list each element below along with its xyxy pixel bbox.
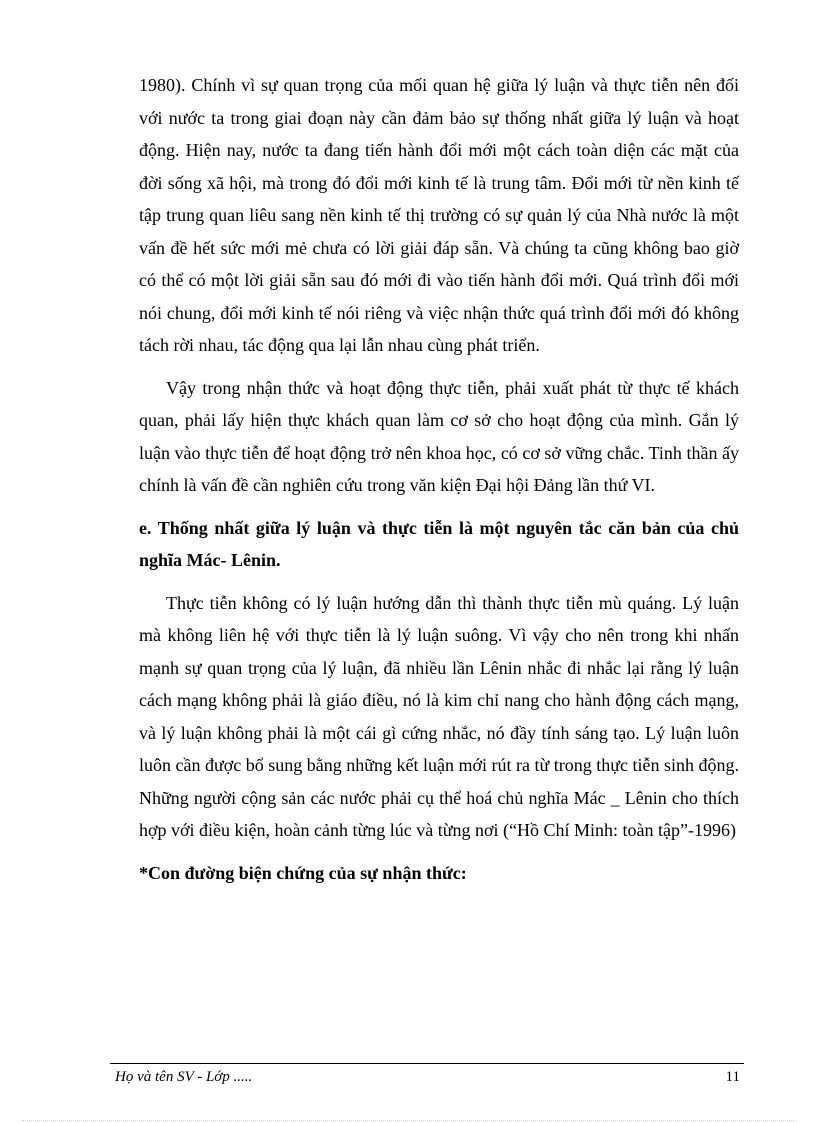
footer-student-info: Họ và tên SV - Lớp ..... [115,1069,253,1085]
section-heading-dialectic-path: *Con đường biện chứng của sự nhận thức: [139,862,467,883]
page-number: 11 [725,1069,740,1085]
paragraph-1: 1980). Chính vì sự quan trọng của mối quan hệ giữa lý luận và thực tiễn nên đối với nước ta trong giai đoạn này cần đảm bảo sự thống nhất giữa lý luận và hoạt động. Hiện nay, nước ta đang tiến hành đổi mới một cách toàn diện các mặt của đời sống xã hội, mà trong đó đổi mới kinh tế là trung tâm. Đổi mới từ nền kinh tế tập trung quan liêu sang nền kinh tế thị trường có sự quản lý của Nhà nước là một vấn đề hết sức mới mẻ chưa có lời giải đáp sẵn. Và chúng ta cũng không bao giờ có thể có một lời giải sẵn sau đó mới đi vào tiến hành đổi mới. Quá trình đổi mới nói chung, đổi mới kinh tế nói riêng và việc nhận thức quá trình đổi mới đó không tách rời nhau, tác động qua lại lẫn nhau cùng phát triển. [139,75,739,355]
page-body [139,69,739,889]
footer-divider [110,1063,744,1064]
paragraph-2: Vậy trong nhận thức và hoạt động thực tiễn, phải xuất phát từ thực tế khách quan, phải lấy hiện thực khách quan làm cơ sở cho hoạt động của mình. Gắn lý luận vào thực tiễn để hoạt động trở nên khoa học, có cơ sở vững chắc. Tinh thần ấy chính là vấn đề cần nghiên cứu trong văn kiện Đại hội Đảng lần thứ VI. [139,377,739,495]
paragraph-3: Thực tiễn không có lý luận hướng dẫn thì thành thực tiễn mù quáng. Lý luận mà không liên hệ với thực tiễn là lý luận suông. Vì vậy cho nên trong khi nhấn mạnh sự quan trọng của lý luận, đã nhiều lần Lênin nhắc đi nhắc lại rằng lý luận cách mạng không phải là giáo điều, nó là kim chỉ nang cho hành động cách mạng, và lý luận không phải là một cái gì cứng nhắc, nó đầy tính sáng tạo. Lý luận luôn luôn cần được bổ sung bằng những kết luận mới rút ra từ trong thực tiễn sinh động. Những người cộng sản các nước phải cụ thể hoá chủ nghĩa Mác _ Lênin cho thích hợp với điều kiện, hoàn cảnh từng lúc và từng nơi (“Hồ Chí Minh: toàn tập”-1996) [139,592,739,840]
page-edge-dotted-line [22,1120,794,1121]
section-heading-e: e. Thống nhất giữa lý luận và thực tiễn là một nguyên tắc căn bản của chủ nghĩa Mác- Lênin. [139,517,739,570]
